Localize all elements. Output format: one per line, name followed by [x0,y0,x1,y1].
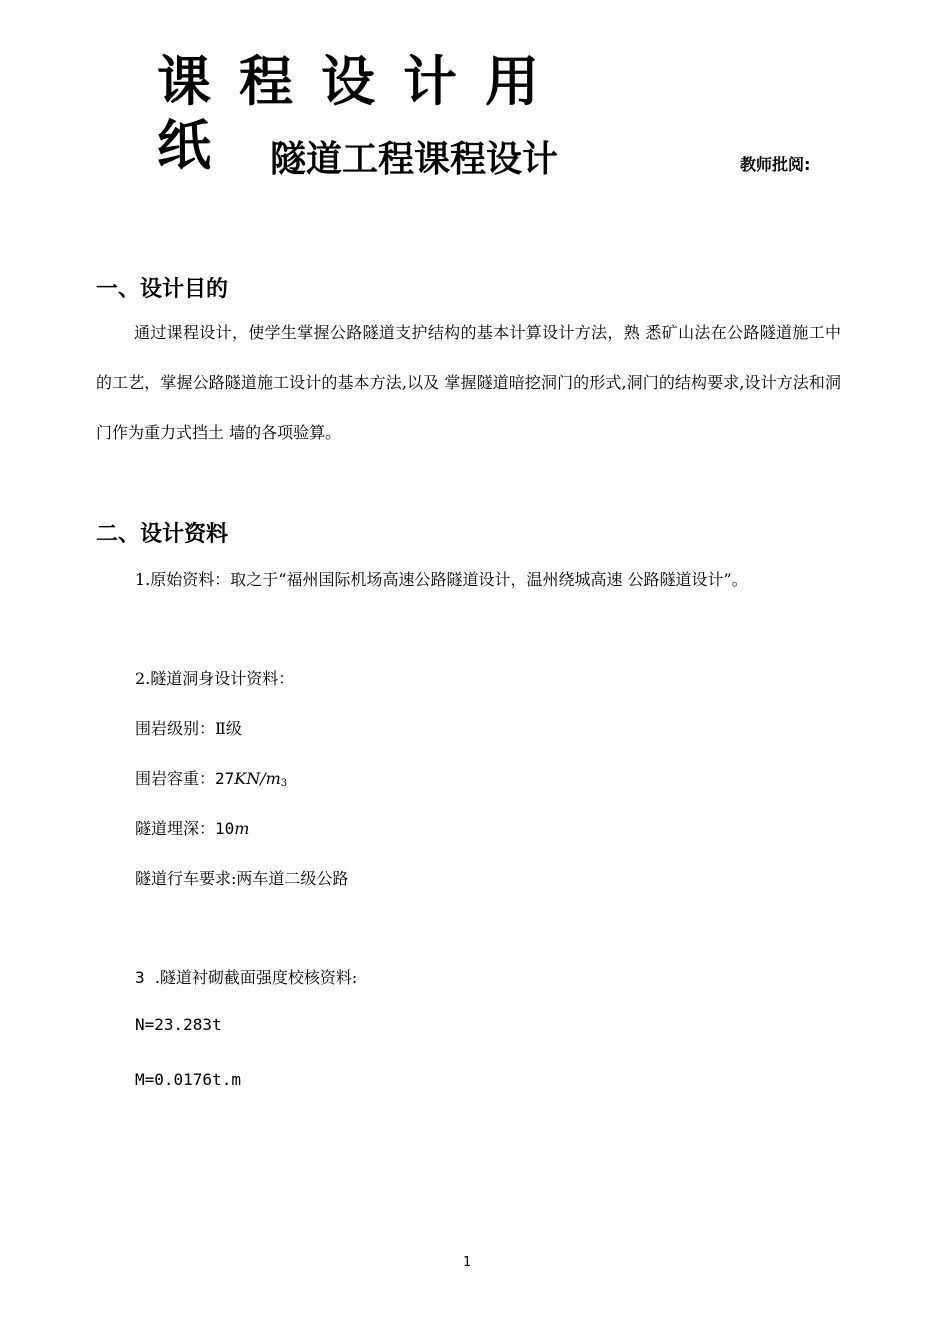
item3-number: 3 [135,968,145,987]
section-heading-materials: 二、设计资料 [96,522,229,547]
rock-weight-label: 围岩容重： [135,769,216,788]
rock-weight-unit-exponent: 3 [280,778,288,789]
item3-text: .隧道衬砌截面强度校核资料: [154,968,358,987]
reviewer-label: 教师批阅: [740,155,811,174]
paper-title: 课程设计用纸 [157,50,567,177]
rock-grade-value: Ⅱ级 [215,719,242,738]
rock-weight-value: 27 [215,769,235,788]
course-title: 隧道工程课程设计 [270,139,559,180]
rock-grade-line [135,716,242,739]
depth-unit: m [234,819,250,838]
item-tunnel-body-title: 2.隧道洞身设计资料： [135,669,295,688]
axial-force-value: N=23.283t [135,1015,222,1034]
page-number: 1 [463,1255,472,1270]
depth-line [135,816,249,839]
rock-grade-label: 围岩级别： [135,719,216,738]
traffic-requirement: 隧道行车要求:两车道二级公路 [135,869,349,888]
purpose-paragraph: 通过课程设计，使学生掌握公路隧道支护结构的基本计算设计方法，熟 悉矿山法在公路隧道施工中的工艺，掌握公路隧道施工设计的基本方法,以及 掌握隧道暗挖洞门的形式,洞门的结构要求,设计方法和洞门作为重力式挡土 墙的各项验算。 [96,323,841,442]
depth-label: 隧道埋深： [135,819,216,838]
rock-weight-line [135,766,287,789]
section-heading-purpose: 一、设计目的 [96,277,229,302]
moment-value: M=0.0176t.m [135,1070,241,1089]
item-original-materials: 1.原始资料：取之于“福州国际机场高速公路隧道设计，温州绕城高速 公路隧道设计”。 [135,570,748,589]
depth-value: 10 [215,819,235,838]
item-lining-check-title [135,965,357,988]
rock-weight-unit: KN/m [234,769,281,788]
